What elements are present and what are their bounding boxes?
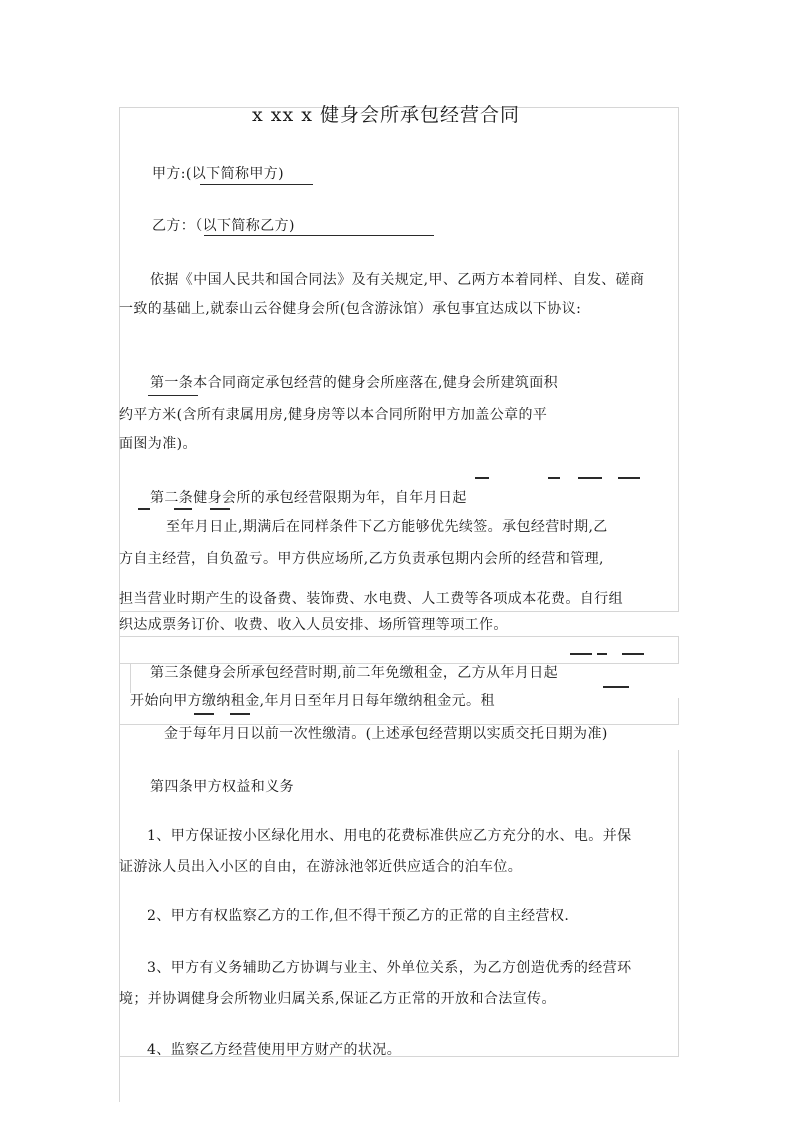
article4-item1-line-2: 证游泳人员出入小区的自由，在游泳池邻近供应适合的泊车位。 — [119, 859, 523, 875]
article3-blank-3 — [622, 653, 644, 655]
article2-line-4: 担当营业时期产生的设备费、装饰费、水电费、人工费等各项成本花费。自行组 — [119, 591, 623, 607]
article2-line-5: 织达成票务订价、收费、收入人员安排、场所管理等项工作。 — [119, 617, 508, 633]
article4-item3-line-1: 3、甲方有义务辅助乙方协调与业主、外单位关系，为乙方创造优秀的经营环 — [147, 960, 632, 976]
article4-item2: 2、甲方有权监察乙方的工作,但不得干预乙方的正常的自主经营权. — [147, 908, 570, 924]
article3-line-1: 第三条健身会所承包经营时期,前二年免缴租金，乙方从年月日起 — [150, 665, 559, 681]
party-a-underline — [200, 184, 313, 185]
article2-blank-3 — [578, 477, 602, 479]
article4-item1-line-1: 1、甲方保证按小区绿化用水、用电的花费标准供应乙方充分的水、电。并保 — [147, 828, 632, 844]
party-b-line: 乙方：（以下简称乙方) — [152, 218, 295, 234]
article2-line-1: 第二条健身会所的承包经营限期为年，自年月日起 — [150, 490, 467, 506]
article2-blank-1 — [475, 477, 489, 479]
frame-right-line-4 — [678, 750, 679, 1056]
article2-line-2: 至年月日止,期满后在同样条件下乙方能够优先续签。承包经营时期,乙 — [166, 519, 608, 535]
article2-blank-2 — [548, 477, 560, 479]
frame-left-line-2 — [130, 663, 131, 693]
article3-blank-4 — [603, 686, 629, 688]
article1-underline — [148, 395, 198, 396]
article3-blank-2 — [597, 653, 607, 655]
article1-line-3: 面图为准)。 — [119, 436, 197, 452]
article3-blank-5 — [194, 713, 214, 715]
article1-line-1: 第一条本合同商定承包经营的健身会所座落在,健身会所建筑面积 — [150, 375, 559, 391]
article2-blank-6 — [174, 508, 192, 510]
article1-line-2: 约平方米(含所有隶属用房,健身房等以本合同所附甲方加盖公章的平 — [119, 407, 548, 423]
article4-item3-line-2: 境；并协调健身会所物业归属关系,保证乙方正常的开放和合法宣传。 — [119, 991, 556, 1007]
frame-right-line-2 — [678, 636, 679, 664]
article3-line-3: 金于每年月日以前一次性缴清。(上述承包经营期以实质交托日期为准) — [164, 726, 608, 742]
document-title: x xx x 健身会所承包经营合同 — [252, 104, 520, 126]
article4-heading: 第四条甲方权益和义务 — [150, 779, 294, 795]
article3-line-2: 开始向甲方缴纳租金,年月日至年月日每年缴纳租金元。租 — [130, 693, 495, 709]
intro-line-1: 依据《中国人民共和国合同法》及有关规定,甲、乙两方本着同样、自发、磋商 — [150, 272, 645, 288]
frame-rule-2 — [119, 636, 679, 637]
article2-blank-5 — [138, 508, 150, 510]
party-b-underline — [204, 235, 434, 236]
article2-blank-4 — [618, 477, 640, 479]
frame-right-line-3 — [678, 698, 679, 724]
party-a-line: 甲方:(以下简称甲方) — [152, 166, 285, 182]
frame-right-line — [678, 107, 679, 612]
article3-blank-1 — [570, 653, 592, 655]
intro-line-2: 一致的基础上,就泰山云谷健身会所(包含游泳馆）承包事宜达成以下协议: — [119, 301, 582, 317]
frame-rule-1 — [119, 611, 679, 612]
article3-blank-6 — [230, 713, 250, 715]
article2-line-3: 方自主经营，自负盈亏。甲方供应场所,乙方负责承包期内会所的经营和管理, — [119, 551, 604, 567]
article2-blank-7 — [210, 508, 230, 510]
article4-item4: 4、监察乙方经营使用甲方财产的状况。 — [147, 1042, 402, 1058]
